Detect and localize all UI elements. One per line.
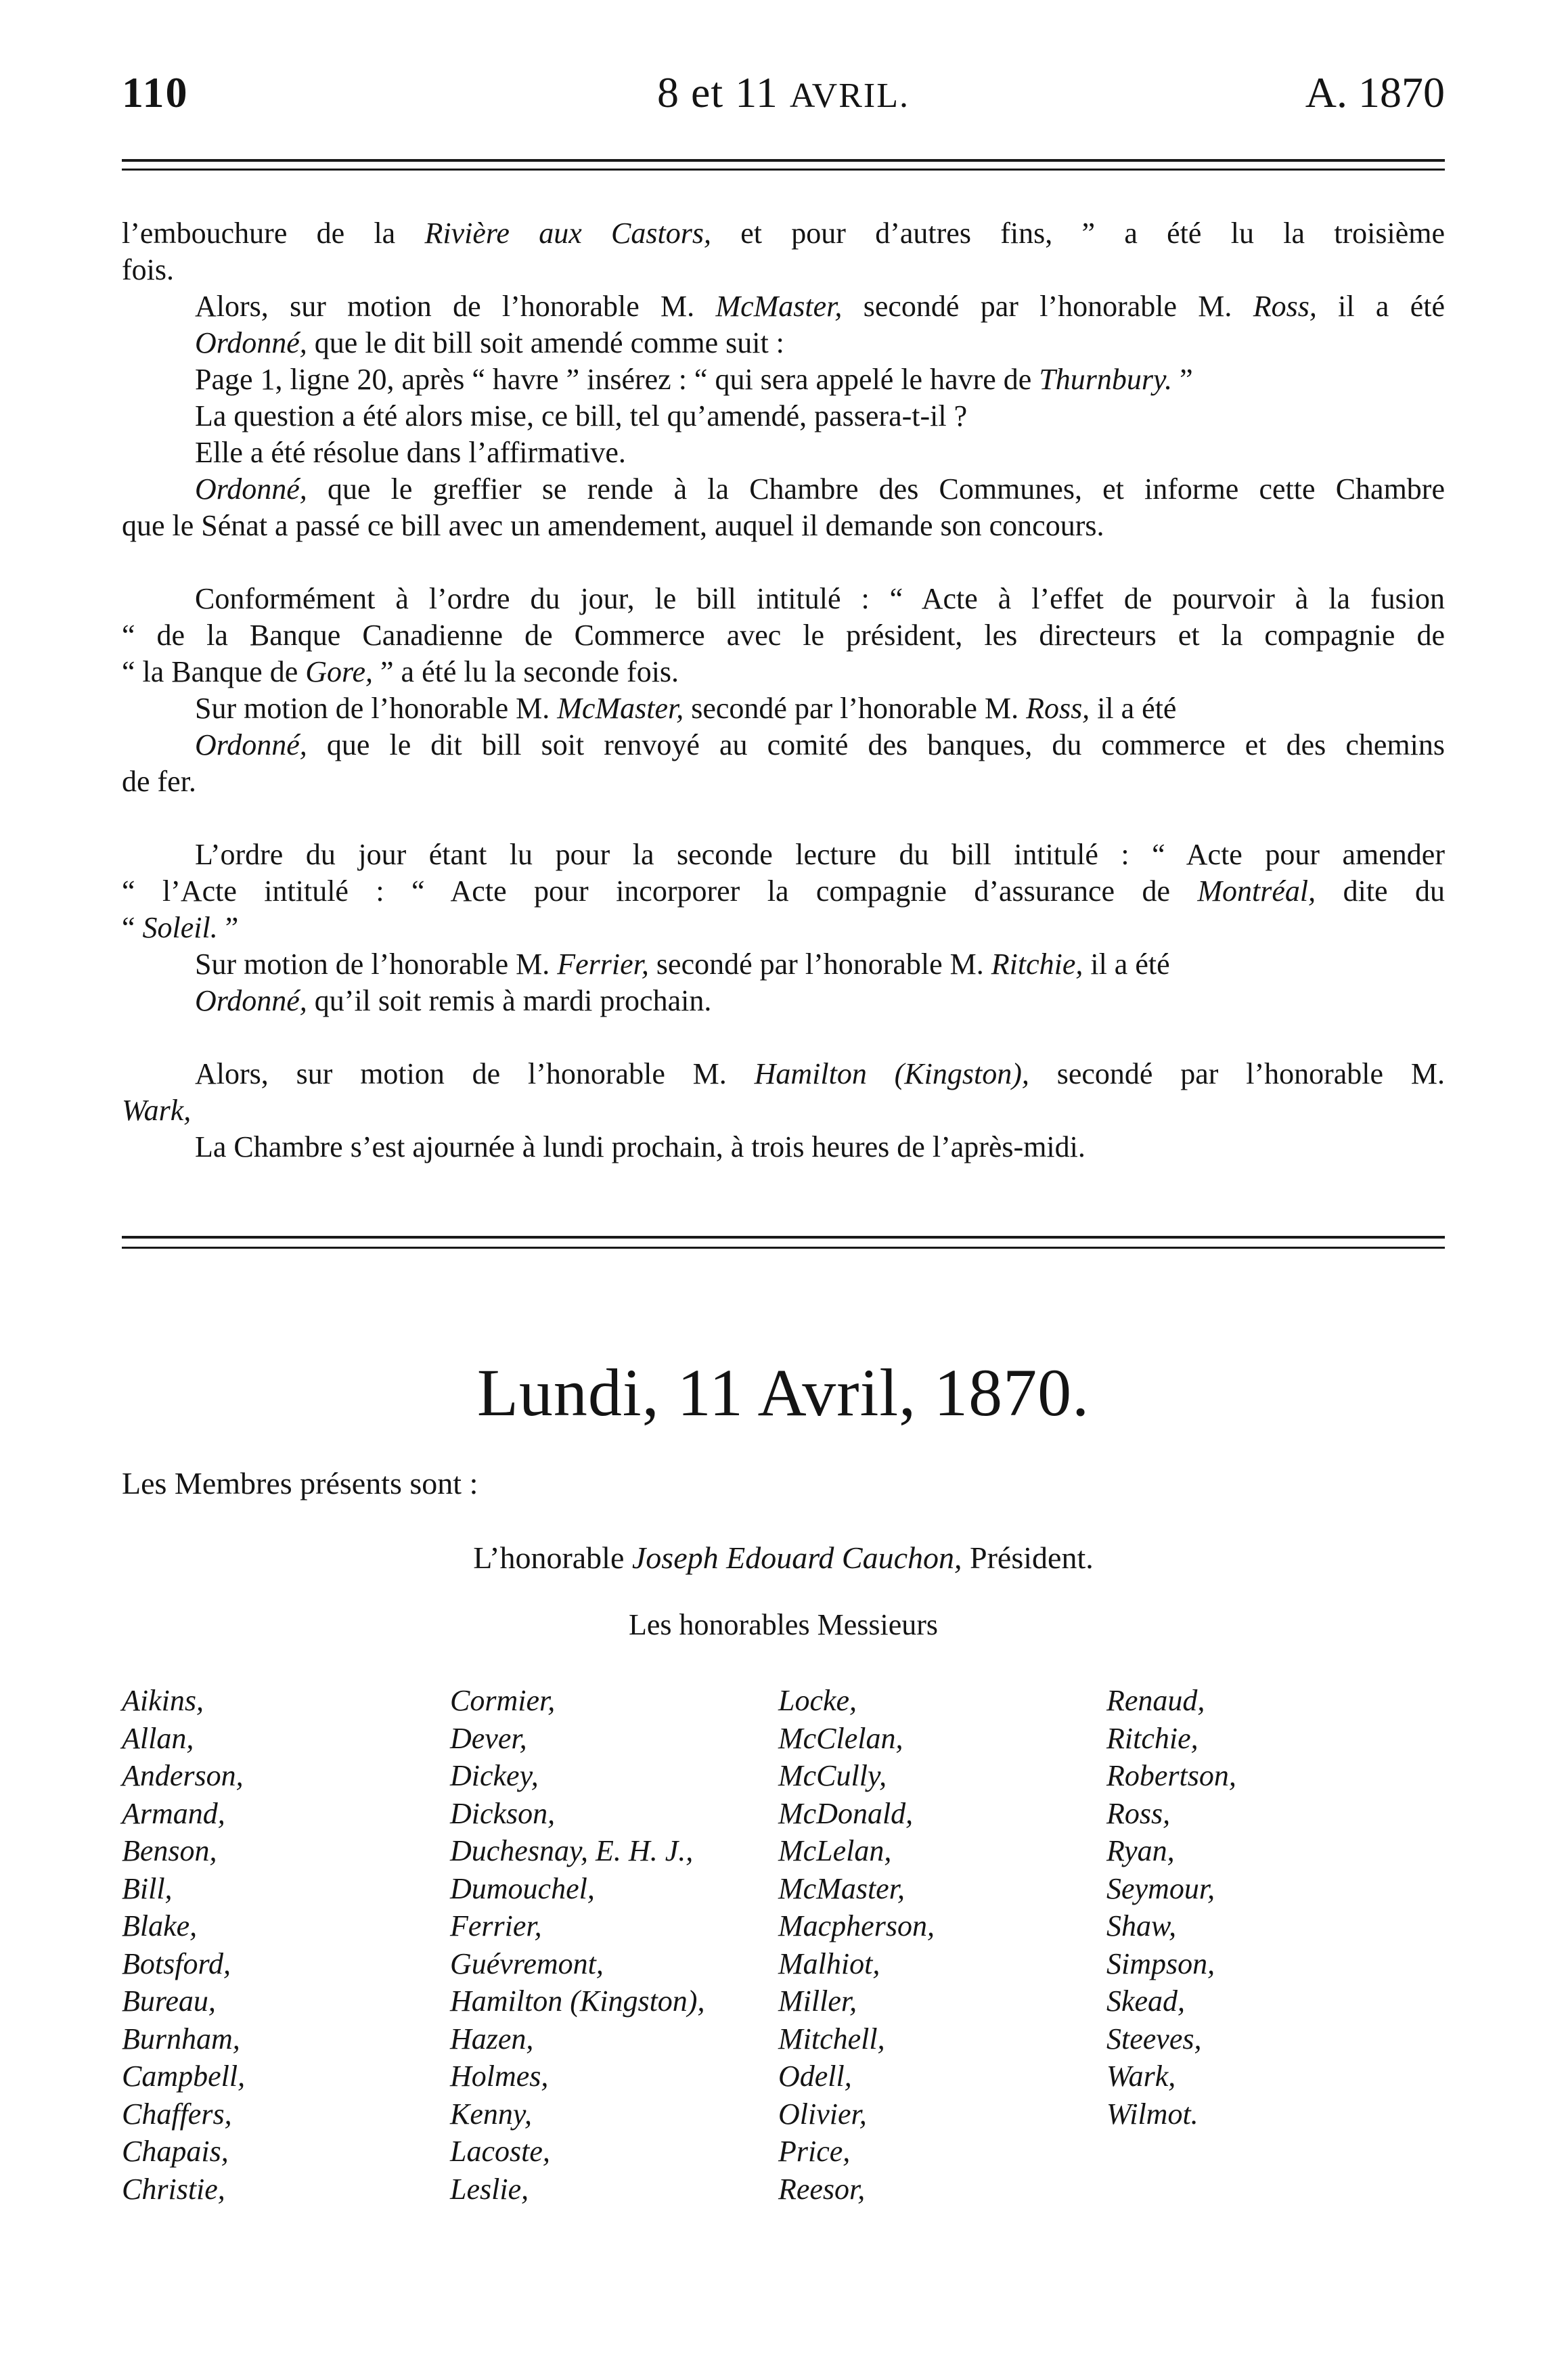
member-name: Odell, [778, 2060, 852, 2093]
member-name: Christie, [122, 2172, 225, 2206]
members-column-2 [450, 1682, 704, 2208]
member-name: Simpson, [1106, 1947, 1215, 1980]
member-name: Wark, [1106, 2060, 1176, 2093]
s1-ordonne-greffier-b: que le Sénat a passé ce bill avec un amendement, auquel il demande son concours. [122, 509, 1104, 542]
member-name: Dumouchel, [450, 1871, 595, 1905]
member-name: Mitchell, [778, 2022, 885, 2055]
member-name: McClelan, [778, 1721, 903, 1755]
header-date-prefix: 8 et 11 [657, 68, 778, 116]
member-name: Chapais, [122, 2135, 229, 2168]
member-name: Blake, [122, 1909, 198, 1942]
text: que le dit bill soit renvoyé au comité des banques, du commerce et des chemins [307, 728, 1445, 761]
header-year: A. 1870 [1305, 68, 1445, 116]
member-name: Dickson, [450, 1796, 556, 1830]
text: secondé par l’honorable M. [842, 290, 1253, 323]
italic-text: Ritchie, [991, 948, 1083, 981]
member-name: McDonald, [778, 1796, 914, 1830]
italic-text: Gore, [305, 655, 374, 688]
president-line [122, 1540, 1445, 1576]
member-name: Ryan, [1106, 1834, 1175, 1867]
member-name: Benson, [122, 1834, 217, 1867]
divider-rule-top [122, 1236, 1445, 1239]
text: secondé par l’honorable M. [1029, 1057, 1445, 1090]
italic-text: Montréal, [1197, 874, 1316, 908]
text: ” [1172, 363, 1193, 396]
italic-text: Ordonné, [195, 472, 307, 506]
member-name: Dever, [450, 1721, 527, 1755]
text: secondé par l’honorable M. [684, 692, 1027, 725]
text: il a été [1083, 948, 1170, 981]
text: Sur motion de l’honorable M. [195, 948, 558, 981]
header-date [122, 68, 1445, 118]
sitting-date-title: Lundi, 11 Avril, 1870. [476, 1355, 1090, 1430]
text: “ [122, 911, 143, 944]
member-name: Campbell, [122, 2060, 246, 2093]
member-name: Olivier, [778, 2097, 867, 2131]
italic-text: Ordonné, [195, 984, 307, 1017]
s4-motion [122, 1056, 1445, 1092]
member-name: Kenny, [450, 2097, 532, 2131]
s2-line1: Conformément à l’ordre du jour, le bill intitulé : “ Acte à l’effet de pourvoir à la fusion [195, 582, 1445, 615]
member-name: Ross, [1106, 1796, 1171, 1830]
president-name: Joseph Edouard Cauchon, [631, 1540, 962, 1575]
member-name: Holmes, [450, 2060, 549, 2093]
s4-adjourn: La Chambre s’est ajournée à lundi prochain, à trois heures de l’après-midi. [195, 1130, 1085, 1163]
italic-text: Thurnbury. [1039, 363, 1173, 396]
s1-motion [122, 288, 1445, 325]
header-rule-bottom [122, 169, 1445, 171]
header-date-month: AVRIL. [789, 76, 910, 115]
text: Sur motion de l’honorable M. [195, 692, 558, 725]
s2-ordonne [122, 727, 1445, 763]
text: Président. [962, 1540, 1094, 1575]
text: L’honorable [473, 1540, 632, 1575]
members-column-4 [1106, 1682, 1236, 2133]
member-name: McCully, [778, 1759, 887, 1792]
text: il a été [1316, 290, 1445, 323]
member-name: Bureau, [122, 1984, 216, 2018]
text: que le dit bill soit amendé comme suit : [307, 326, 784, 359]
italic-text: Ferrier, [557, 948, 649, 981]
text: secondé par l’honorable M. [648, 948, 991, 981]
member-name: Botsford, [122, 1947, 231, 1980]
s3-motion [122, 946, 1445, 983]
s2-ordonne-b: de fer. [122, 765, 196, 798]
member-name: Cormier, [450, 1684, 556, 1717]
text: Page 1, ligne 20, après “ havre ” insérez : “ qui sera appelé le havre de [195, 363, 1039, 396]
member-name: Malhiot, [778, 1947, 880, 1980]
member-name: Miller, [778, 1984, 857, 2018]
s3-line3 [122, 910, 1445, 946]
member-name: Duchesnay, E. H. J., [450, 1834, 694, 1867]
member-name: Wilmot. [1106, 2097, 1199, 2131]
s3-ordonne [122, 983, 1445, 1019]
member-name: McMaster, [778, 1871, 905, 1905]
s1-ordonne-greffier [122, 471, 1445, 508]
members-present-label: Les Membres présents sont : [122, 1466, 478, 1501]
italic-text: Soleil. [142, 911, 218, 944]
member-name: Armand, [122, 1796, 225, 1830]
text: qu’il soit remis à mardi prochain. [307, 984, 712, 1017]
running-header [122, 68, 1445, 129]
s1-amendment [122, 361, 1445, 398]
member-name: Renaud, [1106, 1684, 1205, 1717]
italic-text: Rivière aux Castors, [424, 217, 711, 250]
text: l’embouchure de la [122, 217, 425, 250]
s3-line2 [122, 873, 1445, 910]
s1-question: La question a été alors mise, ce bill, tel qu’amendé, passera-t-il ? [195, 399, 968, 432]
member-name: Robertson, [1106, 1759, 1236, 1792]
member-name: Hamilton (Kingston), [450, 1984, 705, 2018]
text: “ l’Acte intitulé : “ Acte pour incorporer la compagnie d’assurance de [122, 874, 1198, 908]
member-name: Aikins, [122, 1684, 204, 1717]
members-column-1 [122, 1682, 245, 2208]
italic-text: Ordonné, [195, 728, 307, 761]
member-name: Dickey, [450, 1759, 539, 1792]
s1-line1 [122, 215, 1445, 252]
text: que le greffier se rende à la Chambre des Communes, et informe cette Chambre [307, 472, 1445, 506]
italic-text: Hamilton (Kingston), [754, 1057, 1029, 1090]
member-name: Anderson, [122, 1759, 244, 1792]
text: et pour d’autres fins, ” a été lu la troisième [711, 217, 1446, 250]
text: Alors, sur motion de l’honorable M. [195, 290, 716, 323]
member-name: Bill, [122, 1871, 173, 1905]
italic-text: Ross, [1253, 290, 1317, 323]
italic-text: McMaster, [557, 692, 684, 725]
italic-text: Ordonné, [195, 326, 307, 359]
member-name: Macpherson, [778, 1909, 935, 1942]
divider-rule-bottom [122, 1247, 1445, 1249]
text: il a été [1090, 692, 1177, 725]
member-name: Guévremont, [450, 1947, 604, 1980]
member-name: Lacoste, [450, 2135, 550, 2168]
honorables-messieurs-label: Les honorables Messieurs [628, 1608, 938, 1641]
page-number: 110 [122, 68, 189, 116]
text: ” [217, 911, 239, 944]
s2-line2: “ de la Banque Canadienne de Commerce avec le président, les directeurs et la compagnie de [122, 619, 1445, 652]
proceedings-text [122, 215, 1445, 1165]
s1-line1b: fois. [122, 253, 174, 286]
s3-line1: L’ordre du jour étant lu pour la seconde lecture du bill intitulé : “ Acte pour amender [195, 838, 1445, 871]
italic-text: McMaster, [715, 290, 843, 323]
member-name: Ritchie, [1106, 1721, 1199, 1755]
text: dite du [1316, 874, 1445, 908]
member-name: Price, [778, 2135, 851, 2168]
s1-resolved: Elle a été résolue dans l’affirmative. [195, 436, 626, 469]
member-name: Skead, [1106, 1984, 1186, 2018]
text: Alors, sur motion de l’honorable M. [195, 1057, 755, 1090]
s1-ordonne [122, 325, 1445, 361]
members-column-3 [778, 1682, 935, 2208]
member-name: Seymour, [1106, 1871, 1215, 1905]
header-rule-top [122, 159, 1445, 162]
member-name: Ferrier, [450, 1909, 542, 1942]
member-name: Locke, [778, 1684, 857, 1717]
member-name: McLelan, [778, 1834, 892, 1867]
member-name: Reesor, [778, 2172, 866, 2206]
member-name: Shaw, [1106, 1909, 1177, 1942]
text: ” a été lu la seconde fois. [373, 655, 679, 688]
member-name: Chaffers, [122, 2097, 232, 2131]
member-name: Allan, [122, 1721, 194, 1755]
italic-text: Ross, [1026, 692, 1090, 725]
member-name: Steeves, [1106, 2022, 1202, 2055]
s4-motion-b [122, 1092, 1445, 1129]
s2-motion [122, 690, 1445, 727]
text: “ la Banque de [122, 655, 306, 688]
member-name: Hazen, [450, 2022, 534, 2055]
italic-text: Wark, [122, 1094, 192, 1127]
s2-line3 [122, 654, 1445, 690]
member-name: Burnham, [122, 2022, 240, 2055]
member-name: Leslie, [450, 2172, 529, 2206]
